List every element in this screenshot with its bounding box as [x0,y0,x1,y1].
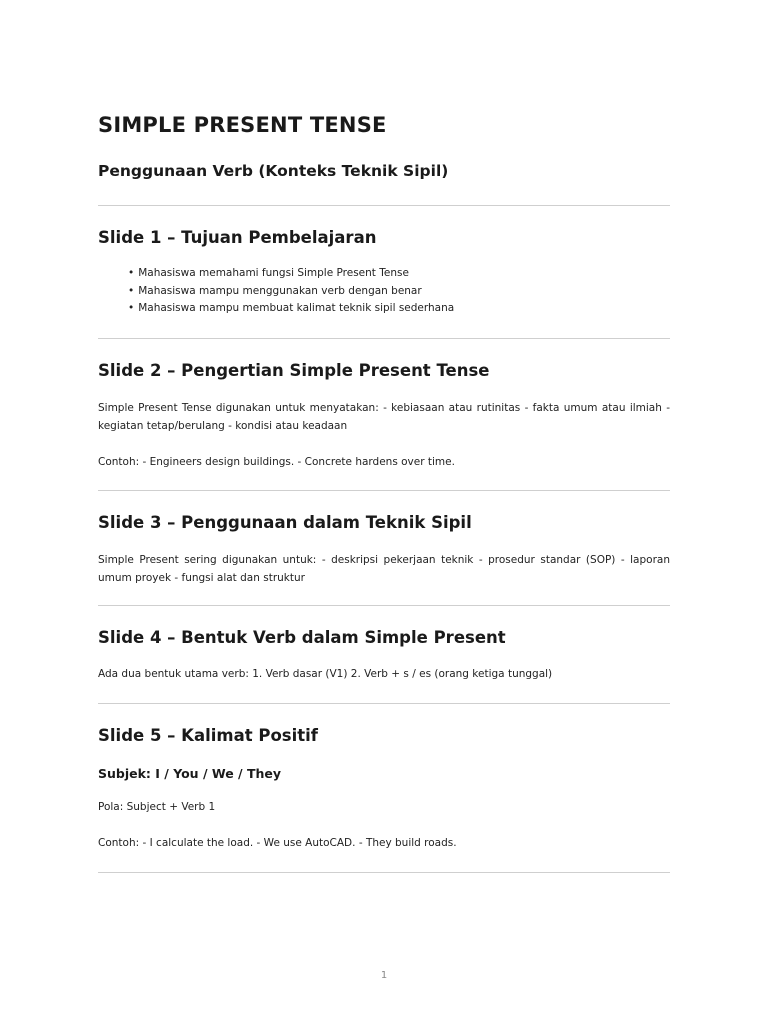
bullet-text: Mahasiswa mampu menggunakan verb dengan benar [138,284,422,297]
divider [98,490,670,491]
bullet-text: Mahasiswa memahami fungsi Simple Present Tense [138,267,409,279]
slide-1-bullet-list [128,265,454,318]
document-subtitle: Penggunaan Verb (Konteks Teknik Sipil) [98,162,449,180]
page-number: 1 [380,970,388,981]
slide-5-subheading: Subjek: I / You / We / They [98,766,281,781]
divider [98,338,670,339]
slide-2-example: Contoh: - Engineers design buildings. - Concrete hardens over time. [98,456,455,468]
divider [98,605,670,606]
slide-2-paragraph: Simple Present Tense digunakan untuk menyatakan: - kebiasaan atau rutinitas - fakta umum atau ilmiah - kegiatan tetap/berulang - kondisi atau keadaan [98,402,670,432]
slide-4-title: Slide 4 – Bentuk Verb dalam Simple Present [98,628,506,647]
slide-4-paragraph: Ada dua bentuk utama verb: 1. Verb dasar (V1) 2. Verb + s / es (orang ketiga tunggal) [98,668,553,680]
list-item [128,265,454,283]
divider [98,703,670,704]
list-item [128,300,454,318]
bullet-icon: • [128,284,135,297]
bullet-icon: • [128,267,135,279]
divider [98,872,670,873]
bullet-icon: • [128,302,135,314]
slide-2-title: Slide 2 – Pengertian Simple Present Tense [98,361,490,380]
document-title: SIMPLE PRESENT TENSE [98,113,387,137]
slide-3-paragraph: Simple Present sering digunakan untuk: - deskripsi pekerjaan teknik - prosedur standar (SOP) - laporan umum proyek - fungsi alat dan struktur [98,554,670,584]
slide-5-example: Contoh: - I calculate the load. - We use AutoCAD. - They build roads. [98,837,457,849]
slide-3-title: Slide 3 – Penggunaan dalam Teknik Sipil [98,513,472,532]
slide-5-title: Slide 5 – Kalimat Positif [98,726,318,745]
divider [98,205,670,206]
slide-1-title: Slide 1 – Tujuan Pembelajaran [98,228,377,247]
bullet-text: Mahasiswa mampu membuat kalimat teknik sipil sederhana [138,302,455,314]
list-item [128,283,454,301]
slide-5-pattern: Pola: Subject + Verb 1 [98,801,216,813]
